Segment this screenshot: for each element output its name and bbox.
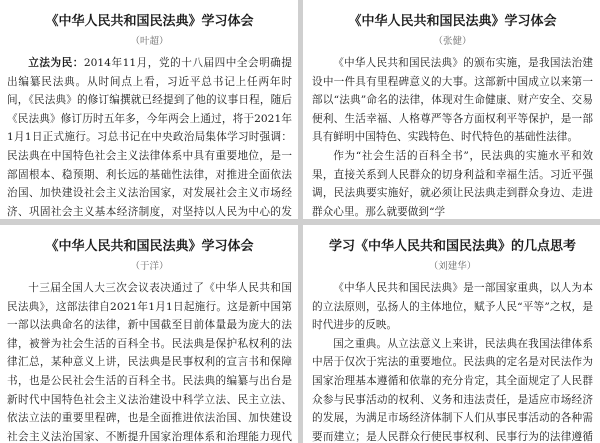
essay-panel-yu-yang	[0, 225, 298, 443]
essay-paragraph: 作为“社会生活的百科全书”，民法典的实施水平和效果，直接关系到人民群众的切身利益和幸福生活。习近平强调，民法典要实施好，就必须让民法典走到群众身边、走进群众心里。那么就要做到“学	[312, 149, 593, 218]
essay-paragraph: 国之重典。从立法意义上来讲，民法典在我国法律体系中居于仅次于宪法的重要地位。民法典的定名是对民法作为国家治理基本遵循和依靠的充分肯定，其全面规定了人民群众参与民事活动的权利、义务和违法责任，是适应市场经济的发展，为满足市场经济体制下人们从事民事活动的各种需要而建立；是人民群众行使民事权利、民事行为的法律遵循	[312, 337, 593, 443]
essay-body	[312, 54, 593, 219]
paragraph-lead: 立法为民：	[28, 57, 84, 69]
essay-title: 学习《中华人民共和国民法典》的几点思考	[328, 239, 576, 254]
essay-body	[7, 54, 292, 219]
essay-body	[7, 279, 292, 443]
essay-paragraph: 《中华人民共和国民法典》是一部国家重典，以人为本的立法原则，弘扬人的主体地位，赋予人民“平等”之权，是时代进步的反映。	[312, 282, 593, 332]
essay-paragraph: 《中华人民共和国民法典》的颁布实施，是我国法治建设中一件具有里程碑意义的大事。这部新中国成立以来第一部以“法典”命名的法律，体现对生命健康、财产安全、交易便利、生活幸福、人格尊严等各方面权利平等保护，是一部具有鲜明中国特色、实践特色、时代特色的基础性法律。	[312, 57, 593, 144]
essay-paragraph: 十三届全国人大三次会议表决通过了《中华人民共和国民法典》，这部法律自2021年1月1日起施行。这是新中国第一部以法典命名的法律，新中国截至目前体量最为庞大的法律，被誉为社会生活的百科全书。民法典是保护私权利的法律汇总，某种意义上讲，民法典是民事权利的宣言书和保障书，也是公民社会生活的百科全书。民法典的编纂与出台是新时代中国特色社会主义法治建设中科学立法、民主立法、依法立法的重要里程碑，也是全面推进依法治国、加快建设社会主义法治国家、不断提升国家治理体系和治理能力现代	[7, 282, 292, 443]
essay-author: （叶超）	[130, 36, 169, 47]
essay-title: 《中华人民共和国民法典》学习体会	[45, 14, 254, 29]
essay-author: （于洋）	[130, 261, 169, 272]
paragraph-text: 2014年11月，党的十八届四中全会明确提出编纂民法典。从时间点上看，习近平总书记上任两年时间，《民法典》的修订编撰就已经提到了他的议事日程，随后《民法典》修订历时五年多，今年两会上通过，将于2021年1月1日正式施行。习总书记在中央政治局集体学习时强调：民法典在中国特色社会主义法律体系中具有重要地位，是一部固根本、稳预期、利长远的基础性法律，对推进全面依法治国、加快建设社会主义法治国家，对发展社会主义市场经济、巩固社会主义基本经济制度，对坚持以人民为中心的发	[7, 57, 293, 218]
essay-panel-liu-jianhua	[303, 225, 600, 443]
essay-title: 《中华人民共和国民法典》学习体会	[45, 239, 254, 254]
essay-body	[312, 279, 593, 443]
essay-author: （刘建华）	[428, 261, 477, 272]
essay-panel-zhang-jian	[303, 0, 600, 219]
essay-title: 《中华人民共和国民法典》学习体会	[348, 14, 557, 29]
essay-author: （张健）	[433, 36, 472, 47]
essay-paragraph	[7, 54, 292, 219]
essay-panel-ye-chao	[0, 0, 298, 219]
